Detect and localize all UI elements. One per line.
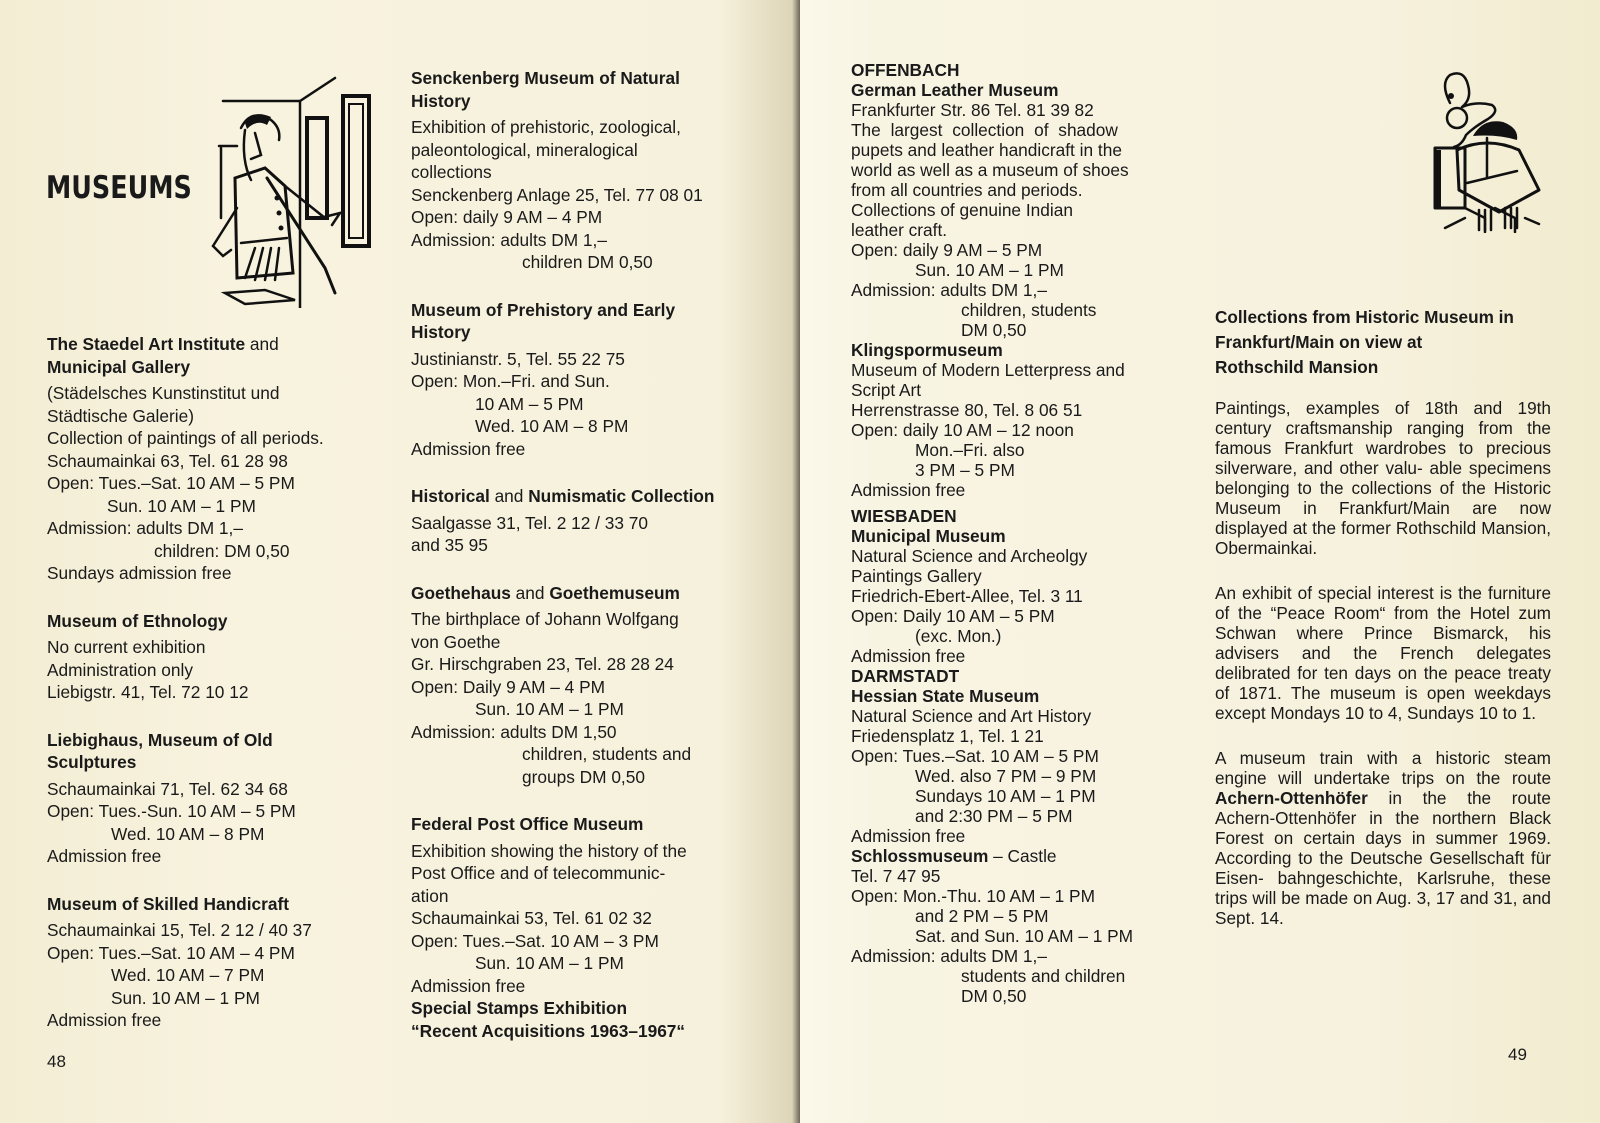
page-number-left: 48 (47, 1052, 66, 1071)
entry-line: Admission free (411, 975, 526, 996)
entry-klingspor (851, 340, 1191, 500)
entry-line: Natural Science and Archeolgy (851, 546, 1088, 566)
entry-line: Saalgasse 31, Tel. 2 12 / 33 70 (411, 512, 648, 533)
entry-line: Liebigstr. 41, Tel. 72 10 12 (47, 682, 249, 702)
route-name: Achern-Ottenhöfer (1215, 788, 1368, 808)
title-bold: The Staedel Art Institute (47, 334, 246, 354)
entry-line: Admission: adults DM 1,– (47, 518, 243, 538)
entry-prehistory (411, 299, 761, 461)
entry-line: collections (411, 162, 492, 182)
entry-line: leather craft. (851, 220, 948, 240)
left-column-1 (47, 333, 377, 1032)
entry-line: Friedrich-Ebert-Allee, Tel. 3 11 (851, 586, 1083, 606)
entry-line: Wed. 10 AM – 8 PM (475, 416, 629, 436)
entry-line: Sun. 10 AM – 1 PM (111, 987, 260, 1008)
entry-darmstadt (851, 666, 1191, 846)
entry-schlossmuseum (851, 846, 1191, 1006)
entry-line: Sat. and Sun. 10 AM – 1 PM (915, 926, 1134, 946)
right-column-1 (851, 60, 1191, 1006)
entry-line: Friedensplatz 1, Tel. 1 21 (851, 726, 1044, 746)
entry-senckenberg (411, 67, 761, 274)
entry-line: Admission free (47, 1010, 162, 1030)
entry-line: Exhibition of prehistoric, zoological, (411, 117, 681, 137)
entry-line: Sundays admission free (47, 563, 232, 583)
title-bold: Goethemuseum (549, 582, 680, 603)
entry-line: (Städelsches Kunstinstitut und (47, 383, 280, 403)
entry-line: Wed. 10 AM – 8 PM (111, 823, 265, 844)
feature-heading-line: Rothschild Mansion (1215, 357, 1379, 377)
entry-line: Senckenberg Anlage 25, Tel. 77 08 01 (411, 184, 703, 205)
city-heading: WIESBADEN (851, 506, 957, 526)
paragraph-paintings: Paintings, examples of 18th and 19th century craftsmanship ranging from the famous Frankfurt wardrobes to precious silverware, and other valu- able specimens belonging to the collections of the Historic Museum in Frankfurt/Main are now displayed at the former Rothschild Mansion, Obermainkai. (1215, 398, 1551, 558)
entry-line: Admission: adults DM 1,– (411, 229, 607, 250)
entry-line: Open: Tues.–Sat. 10 AM – 5 PM (47, 473, 295, 493)
special-exhibition-subtitle: “Recent Acquisitions 1963–1967“ (411, 1020, 686, 1041)
entry-line: Open: Tues.–Sat. 10 AM – 3 PM (411, 930, 659, 951)
entry-line: Open: Daily 9 AM – 4 PM (411, 676, 606, 697)
paragraph-peace-room: An exhibit of special interest is the furniture of the “Peace Room“ from the Hotel zum Schwan where Prince Bismarck, his advisers and the French delegates delibrated for ten days on the peace treaty of 1871. The museum is open weekdays except Mondays 10 to 4, Sundays 10 to 1. (1215, 583, 1551, 723)
entry-wiesbaden (851, 506, 1191, 666)
right-page (800, 0, 1600, 1123)
cartoon-man-paintings-illustration (205, 68, 385, 308)
entry-line: Schaumainkai 53, Tel. 61 02 32 (411, 908, 652, 928)
entry-line: Wed. 10 AM – 7 PM (111, 965, 265, 985)
entry-line: Admission free (411, 438, 526, 459)
entry-line: children, students (961, 300, 1097, 320)
entry-line: Admission free (851, 646, 966, 666)
entry-staedel (47, 333, 377, 585)
entry-post-office (411, 813, 761, 1042)
entry-line: children: DM 0,50 (154, 540, 290, 561)
entry-line: (exc. Mon.) (915, 626, 1002, 646)
entry-line: Admission free (851, 480, 966, 500)
entry-line: Open: daily 9 AM – 5 PM (851, 240, 1043, 260)
entry-line: Open: Tues.-Sun. 10 AM – 5 PM (47, 801, 296, 821)
entry-line: Paintings Gallery (851, 566, 982, 586)
entry-title: Hessian State Museum (851, 686, 1040, 706)
entry-line: and 2:30 PM – 5 PM (915, 806, 1073, 826)
entry-title-line2: Sculptures (47, 752, 137, 772)
entry-line: Natural Science and Art History (851, 706, 1092, 726)
feature-heading-line: Collections from Historic Museum in (1215, 307, 1514, 327)
page-number-right: 49 (1508, 1045, 1527, 1064)
entry-line: Open: daily 10 AM – 12 noon (851, 420, 1074, 440)
title-bold: Goethehaus (411, 582, 511, 603)
entry-line: DM 0,50 (961, 320, 1027, 340)
entry-title-line2: Municipal Gallery (47, 356, 191, 377)
entry-line: and 35 95 (411, 535, 488, 555)
entry-title: Museum of Prehistory and Early (411, 299, 676, 320)
paragraph-text: in the the route Achern-Ottenhöfer in the northern Black Forest on certain days in summer 1969. According to the Deutsche Gesellschaft für Eisen- bahngeschichte, Karlsruhe, these trips will be made on Aug. 3, 17 and 31, and Sept. 14. (1215, 788, 1551, 928)
entry-line: Admission: adults DM 1,– (851, 280, 1047, 300)
entry-line: students and children (961, 966, 1126, 986)
page-heading: MUSEUMS (46, 170, 192, 206)
entry-line: Sun. 10 AM – 1 PM (475, 699, 624, 719)
entry-line: Open: Mon.–Fri. and Sun. (411, 371, 610, 391)
entry-line: Schaumainkai 63, Tel. 61 28 98 (47, 450, 288, 471)
entry-line: Wed. also 7 PM – 9 PM (915, 766, 1097, 786)
entry-title (411, 582, 761, 605)
entry-line: Script Art (851, 380, 922, 400)
entry-line: Schaumainkai 15, Tel. 2 12 / 40 37 (47, 920, 312, 940)
entry-title: Klingspormuseum (851, 340, 1003, 360)
entry-title: Liebighaus, Museum of Old (47, 729, 273, 750)
entry-title-line2: History (411, 90, 471, 111)
entry-liebighaus (47, 729, 377, 868)
title-mid: and (489, 486, 529, 506)
entry-title (411, 485, 761, 508)
entry-line: Sun. 10 AM – 1 PM (475, 953, 624, 973)
entry-line: Gr. Hirschgraben 23, Tel. 28 28 24 (411, 654, 674, 674)
left-column-2 (411, 67, 761, 1042)
entry-line: Admission: adults DM 1,50 (411, 721, 617, 742)
special-exhibition-title: Special Stamps Exhibition (411, 998, 628, 1018)
entry-line: DM 0,50 (961, 986, 1027, 1006)
entry-line: Open: Mon.-Thu. 10 AM – 1 PM (851, 886, 1095, 906)
entry-title: Museum of Ethnology (47, 610, 228, 631)
title-bold: Schlossmuseum (851, 846, 989, 866)
entry-line: world as well as a museum of shoes (851, 160, 1129, 180)
entry-title: Senckenberg Museum of Natural (411, 68, 680, 88)
title-rest: and (245, 334, 279, 354)
entry-goethe (411, 582, 761, 789)
title-rest: – Castle (988, 846, 1057, 866)
entry-line: Tel. 7 47 95 (851, 866, 941, 886)
entry-line: from all countries and periods. (851, 180, 1083, 200)
entry-line: ation (411, 885, 449, 906)
entry-line: Frankfurter Str. 86 Tel. 81 39 82 (851, 100, 1094, 120)
entry-line: Open: Tues.–Sat. 10 AM – 4 PM (47, 942, 295, 963)
entry-line: Admission free (851, 826, 966, 846)
entry-handicraft (47, 893, 377, 1032)
entry-line: Städtische Galerie) (47, 405, 194, 426)
city-heading: DARMSTADT (851, 666, 960, 686)
entry-title-line2: History (411, 322, 471, 342)
entry-line: Admission: adults DM 1,– (851, 946, 1047, 966)
entry-title (851, 846, 1191, 866)
entry-title (47, 333, 377, 356)
entry-numismatic (411, 485, 761, 557)
title-bold: Historical (411, 486, 490, 506)
entry-line: children, students and (522, 744, 692, 764)
entry-title: Museum of Skilled Handicraft (47, 893, 289, 914)
entry-line: Collections of genuine Indian (851, 200, 1073, 220)
entry-title: Municipal Museum (851, 526, 1006, 546)
entry-line: 3 PM – 5 PM (915, 460, 1015, 480)
entry-line: children DM 0,50 (522, 252, 653, 272)
entry-line: groups DM 0,50 (522, 766, 645, 787)
entry-line: von Goethe (411, 631, 501, 652)
entry-line: Sun. 10 AM – 1 PM (915, 260, 1064, 280)
right-column-2 (1215, 305, 1551, 928)
cartoon-man-sculpture-illustration (1395, 58, 1545, 233)
entry-line: Open: daily 9 AM – 4 PM (411, 207, 603, 227)
entry-line: and 2 PM – 5 PM (915, 906, 1049, 926)
entry-line: Exhibition showing the history of the (411, 840, 687, 861)
entry-line: Post Office and of telecommunic- (411, 863, 666, 883)
entry-line: Schaumainkai 71, Tel. 62 34 68 (47, 778, 288, 799)
entry-title: Federal Post Office Museum (411, 814, 644, 834)
paragraph-museum-train (1215, 748, 1551, 928)
entry-line: Mon.–Fri. also (915, 440, 1025, 460)
entry-line: Herrenstrasse 80, Tel. 8 06 51 (851, 400, 1083, 420)
entry-line: Justinianstr. 5, Tel. 55 22 75 (411, 348, 625, 369)
entry-line: Open: Daily 10 AM – 5 PM (851, 606, 1055, 626)
entry-line: Sun. 10 AM – 1 PM (107, 495, 256, 516)
entry-line: Admission free (47, 846, 162, 866)
feature-heading-line: Frankfurt/Main on view at (1215, 332, 1423, 352)
entry-ethnology (47, 610, 377, 704)
entry-line: The birthplace of Johann Wolfgang (411, 609, 679, 629)
entry-line: The largest collection of shadow (851, 120, 1118, 140)
entry-line: paleontological, mineralogical (411, 139, 638, 160)
title-mid: and (510, 582, 550, 603)
entry-offenbach (851, 60, 1191, 340)
paragraph-text: A museum train with a historic steam engine will undertake trips on the route (1215, 748, 1551, 788)
entry-line: Museum of Modern Letterpress and (851, 360, 1125, 380)
entry-line: 10 AM – 5 PM (475, 393, 584, 414)
entry-title: German Leather Museum (851, 80, 1059, 100)
entry-line: Sundays 10 AM – 1 PM (915, 786, 1096, 806)
title-bold: Numismatic Collection (528, 486, 715, 506)
entry-line: pupets and leather handicraft in the (851, 140, 1122, 160)
entry-line: Open: Tues.–Sat. 10 AM – 5 PM (851, 746, 1099, 766)
entry-line: Administration only (47, 659, 193, 680)
feature-heading (1215, 305, 1551, 380)
city-heading: OFFENBACH (851, 60, 960, 80)
entry-line: Collection of paintings of all periods. (47, 428, 324, 448)
entry-line: No current exhibition (47, 637, 206, 657)
